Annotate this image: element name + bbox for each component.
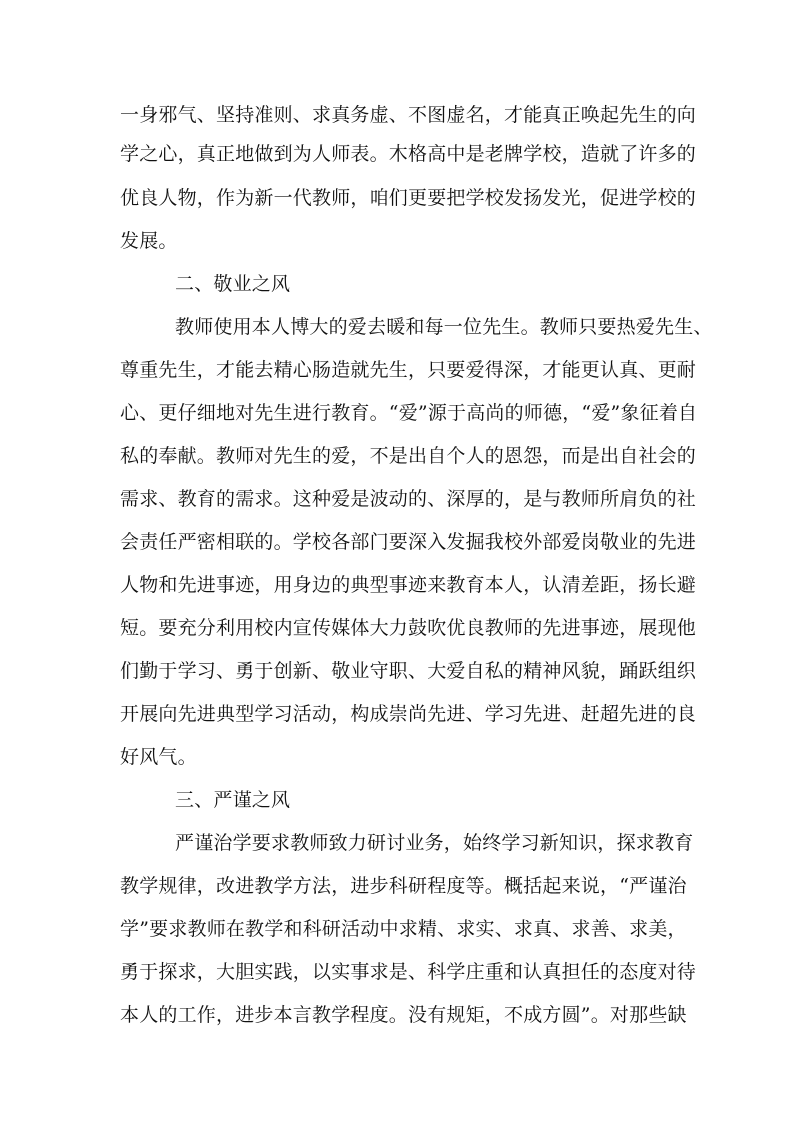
section-heading-rigor: 三、严谨之风 <box>175 789 291 811</box>
text-line: 会责任严密相联的。学校各部门要深入发掘我校外部爱岗敬业的先进 <box>120 531 697 553</box>
text-line: 学之心，真正地做到为人师表。木格高中是老牌学校，造就了许多的 <box>120 143 697 165</box>
text-line: 优良人物，作为新一代教师，咱们更要把学校发扬发光，促进学校的 <box>120 187 697 209</box>
section-heading-dedication: 二、敬业之风 <box>175 273 291 295</box>
text-line: 一身邪气、坚持准则、求真务虚、不图虚名，才能真正唤起先生的向 <box>120 104 697 126</box>
text-line: 本人的工作，进步本言教学程度。没有规矩，不成方圆”。对那些缺 <box>120 1004 687 1026</box>
text-line: 需求、教育的需求。这种爱是波动的、深厚的，是与教师所肩负的社 <box>120 488 697 510</box>
paragraph-start: 教师使用本人博大的爱去暖和每一位先生。教师只要热爱先生、 <box>175 316 713 338</box>
text-line: 人物和先进事迹，用身边的典型事迹来教育本人，认清差距，扬长避 <box>120 574 697 596</box>
text-line: 学”要求教师在教学和科研活动中求精、求实、求真、求善、求美， <box>120 918 687 940</box>
text-line: 勇于探求，大胆实践，以实事求是、科学庄重和认真担任的态度对待 <box>120 961 697 983</box>
text-line: 开展向先进典型学习活动，构成崇尚先进、学习先进、赶超先进的良 <box>120 703 697 725</box>
text-line: 尊重先生，才能去精心肠造就先生，只要爱得深，才能更认真、更耐 <box>120 359 697 381</box>
text-line: 好风气。 <box>120 746 197 768</box>
text-line: 发展。 <box>120 230 178 252</box>
text-line: 心、更仔细地对先生进行教育。“爱”源于高尚的师德，“爱”象征着自 <box>120 402 698 424</box>
text-line: 教学规律，改进教学方法，进步科研程度等。概括起来说，“严谨治 <box>120 875 687 897</box>
text-line: 私的奉献。教师对先生的爱，不是出自个人的恩怨，而是出自社会的 <box>120 445 697 467</box>
text-line: 短。要充分利用校内宣传媒体大力鼓吹优良教师的先进事迹，展现他 <box>120 617 697 639</box>
paragraph-start: 严谨治学要求教师致力研讨业务，始终学习新知识，探求教育 <box>175 832 694 854</box>
text-line: 们勤于学习、勇于创新、敬业守职、大爱自私的精神风貌，踊跃组织 <box>120 660 697 682</box>
